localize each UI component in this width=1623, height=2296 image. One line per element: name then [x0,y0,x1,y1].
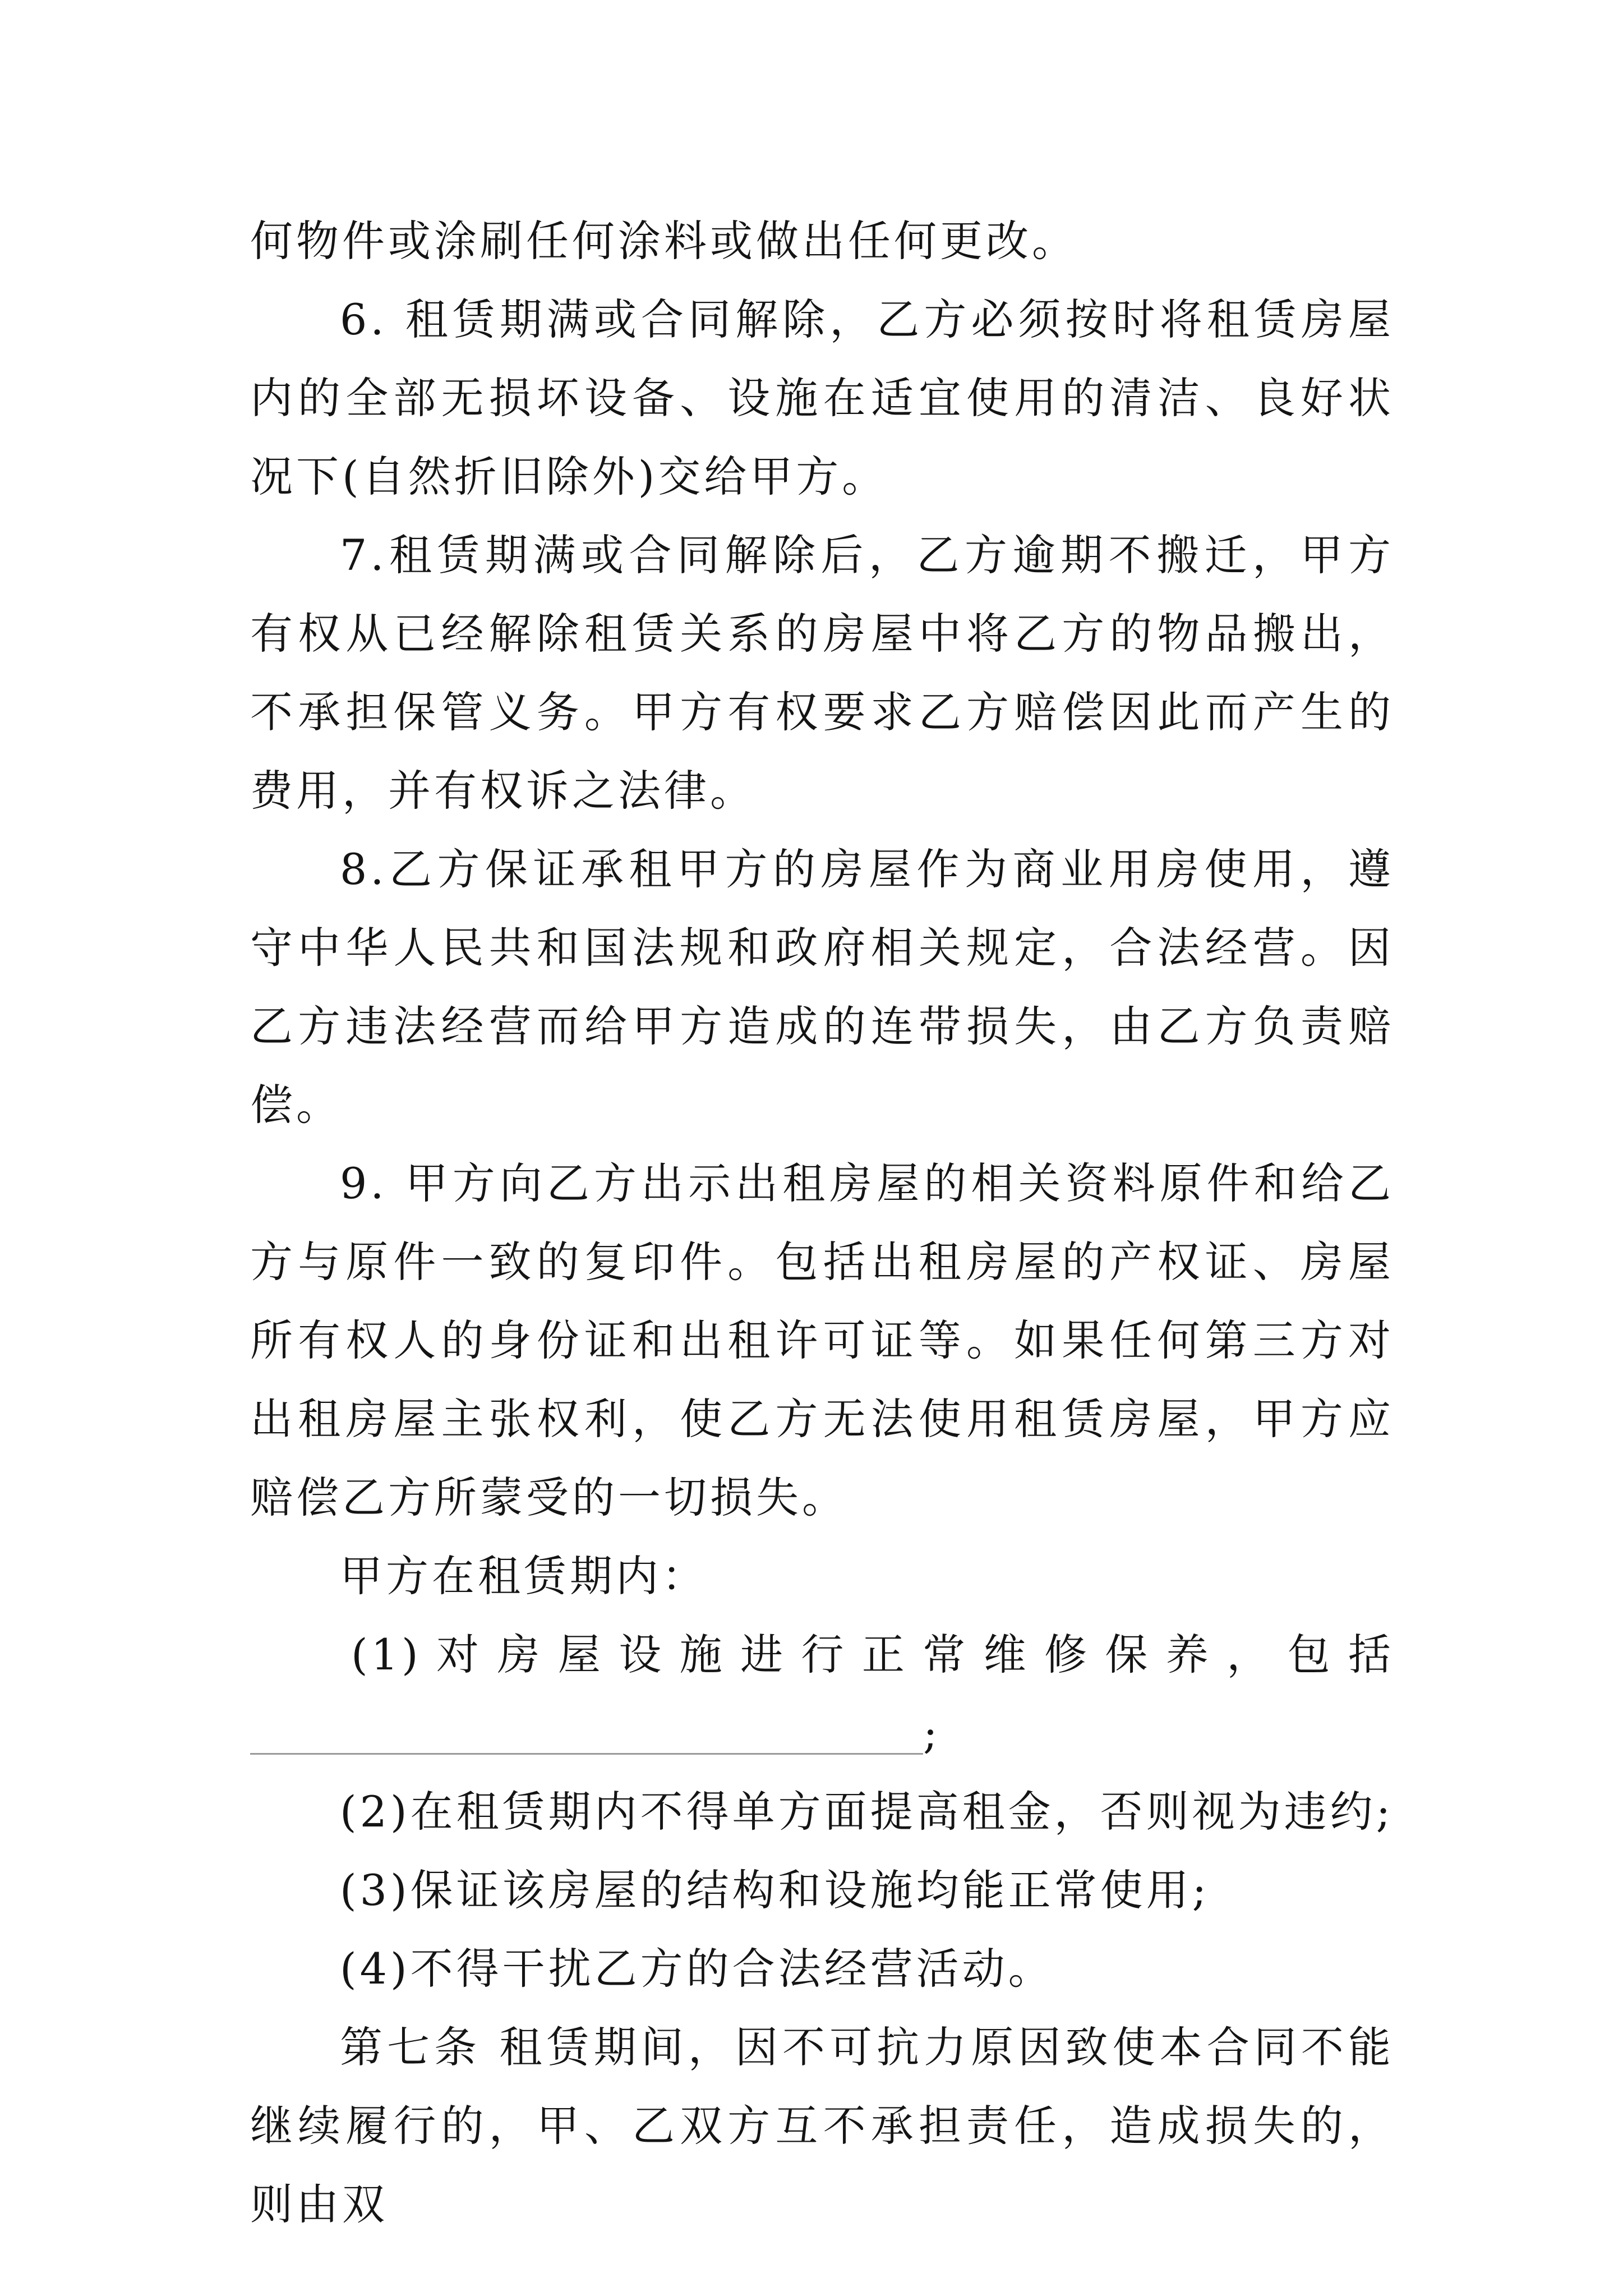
paragraph-clause-7: 7.租赁期满或合同解除后，乙方逾期不搬迁，甲方有权从已经解除租赁关系的房屋中将乙方的物品搬出，不承担保管义务。甲方有权要求乙方赔偿因此而产生的费用，并有权诉之法律。 [250,530,1394,816]
paragraph-item-4: (4)不得干扰乙方的合法经营活动。 [340,1944,1054,1994]
paragraph-item-2: (2)在租赁期内不得单方面提高租金，否则视为违约; [340,1787,1394,1837]
paragraph-clause-6: 6. 租赁期满或合同解除，乙方必须按时将租赁房屋内的全部无损坏设备、设施在适宜使用的清洁、良好状况下(自然折旧除外)交给甲方。 [250,295,1394,501]
blank-semicolon: ; [923,1708,941,1758]
paragraph-clause-8: 8.乙方保证承租甲方的房屋作为商业用房使用，遵守中华人民共和国法规和政府相关规定，合法经营。因乙方违法经营而给甲方造成的连带损失，由乙方负责赔偿。 [250,844,1394,1130]
paragraph-item-1: (1)对房屋设施进行正常维修保养，包括 [351,1630,1394,1680]
paragraph-item-3: (3)保证该房屋的结构和设施均能正常使用; [340,1865,1210,1915]
paragraph-lessor-duties: 甲方在租赁期内： [340,1551,708,1601]
blank-underline [250,1714,923,1755]
paragraph-clause-9: 9. 甲方向乙方出示出租房屋的相关资料原件和给乙方与原件一致的复印件。包括出租房屋的产权证、房屋所有权人的身份证和出租许可证等。如果任何第三方对出租房屋主张权利，使乙方无法使用租赁房屋，甲方应赔偿乙方所蒙受的一切损失。 [250,1158,1394,1522]
paragraph-continued: 何物件或涂刷任何涂料或做出任何更改。 [250,216,1078,266]
fill-in-blank-line [250,1694,1394,1773]
document-body [250,202,1394,2244]
paragraph-article-7: 第七条 租赁期间，因不可抗力原因致使本合同不能继续履行的，甲、乙双方互不承担责任，造成损失的，则由双 [250,2022,1394,2229]
